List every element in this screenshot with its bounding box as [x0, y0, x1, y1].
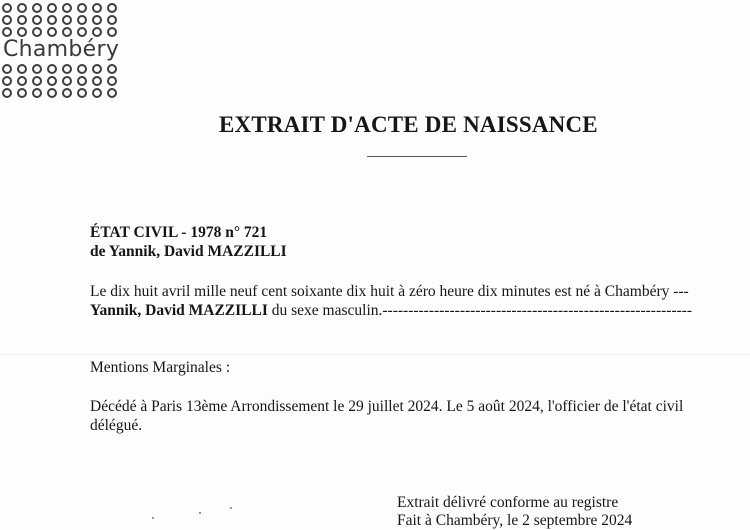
scan-speck	[230, 507, 232, 509]
issue-place-date: Fait à Chambéry, le 2 septembre 2024	[397, 512, 633, 529]
logo-wordmark: Chambéry	[3, 37, 120, 62]
marginal-mentions-label: Mentions Marginales :	[90, 359, 231, 376]
chambery-logo	[2, 3, 124, 98]
paper-fold-line	[0, 354, 750, 355]
scan-speck	[199, 512, 201, 514]
sex-statement: du sexe masculin.------------------------------------------------------------	[267, 302, 693, 319]
title-underline	[367, 156, 467, 157]
death-mention-line2: délégué.	[90, 417, 143, 434]
civil-status-reference: ÉTAT CIVIL - 1978 n° 721	[90, 224, 268, 241]
logo-dots-bottom	[2, 64, 124, 98]
death-mention-line1: Décédé à Paris 13ème Arrondissement le 29 juillet 2024. Le 5 août 2024, l'officier de l'état civil	[90, 398, 684, 415]
birth-statement-line1: Le dix huit avril mille neuf cent soixante dix huit à zéro heure dix minutes est né à Chambéry ---	[90, 283, 689, 300]
subject-name: Yannik, David MAZZILLI	[90, 302, 268, 319]
scan-speck	[152, 517, 154, 519]
subject-name-header: de Yannik, David MAZZILLI	[90, 243, 287, 260]
document-title: EXTRAIT D'ACTE DE NAISSANCE	[219, 112, 598, 137]
birth-statement-line2	[90, 301, 692, 320]
logo-dots-top	[2, 3, 124, 37]
certification-line: Extrait délivré conforme au registre	[397, 494, 619, 511]
